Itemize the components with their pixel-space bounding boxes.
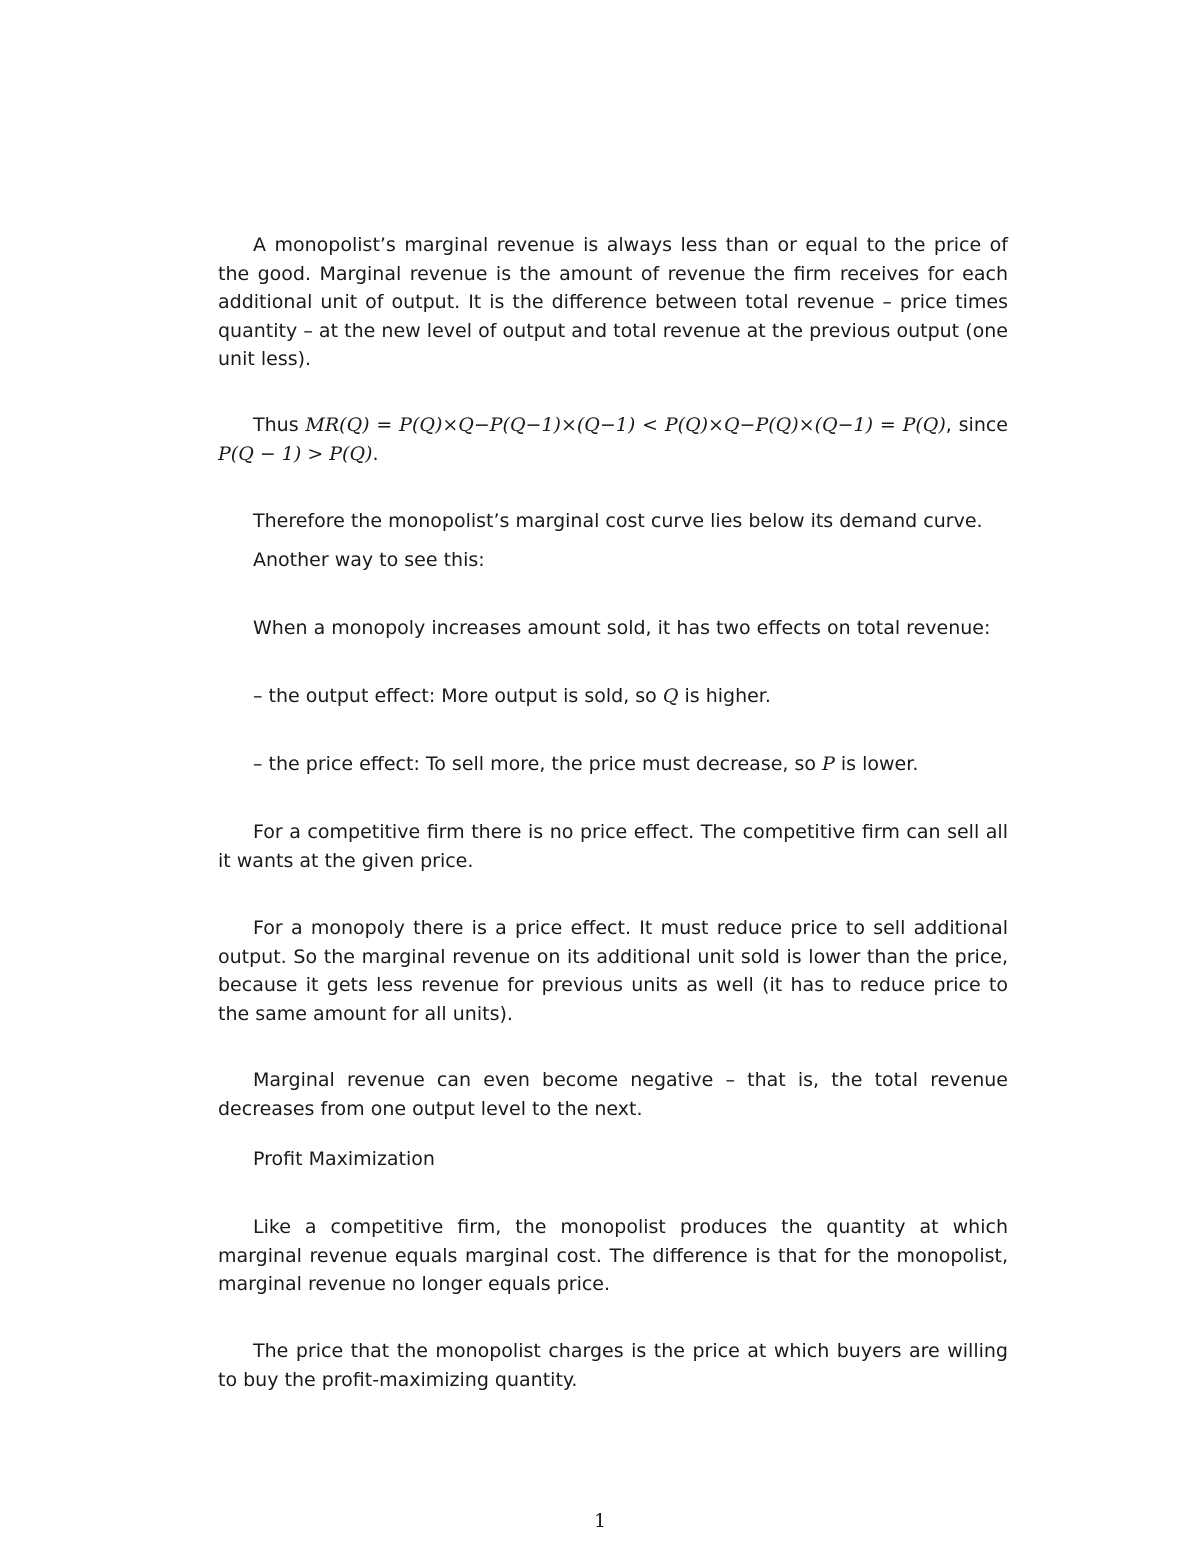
var-p: P xyxy=(822,753,835,775)
paragraph-another-way: Another way to see this: xyxy=(253,549,485,571)
paragraph-like-competitive: Like a competitive firm, the monopolist produces the quantity at which marginal revenue equals marginal cost. The difference is that for the monopolist, marginal revenue no longer equals price. xyxy=(218,1216,1008,1295)
formula-middle: , since xyxy=(945,414,1008,436)
output-effect-suffix: is higher. xyxy=(678,685,771,707)
price-inequality: P(Q − 1) > P(Q) xyxy=(218,442,373,465)
paragraph-monopoly-price-effect: For a monopoly there is a price effect. It must reduce price to sell additional output. So the marginal revenue on its additional unit sold is lower than the price, because it gets less revenue for previous units as well (it has to reduce price to the same amount for all units). xyxy=(218,917,1008,1025)
paragraph-marginal-revenue-intro: A monopolist’s marginal revenue is always less than or equal to the price of the good. Marginal revenue is the amount of revenue the firm receives for each additional unit of output. It is the difference between total revenue – price times quantity – at the new level of output and total revenue at the previous output (one unit less). xyxy=(218,234,1008,370)
paragraph-two-effects: When a monopoly increases amount sold, it has two effects on total revenue: xyxy=(253,617,991,639)
page-number: 1 xyxy=(593,1510,607,1532)
paragraph-cost-curve: Therefore the monopolist’s marginal cost curve lies below its demand curve. xyxy=(253,510,983,532)
mr-formula: MR(Q) = P(Q)×Q−P(Q−1)×(Q−1) < P(Q)×Q−P(Q)×(Q−1) = P(Q) xyxy=(305,414,946,436)
paragraph-negative-mr: Marginal revenue can even become negative – that is, the total revenue decreases from one output level to the next. xyxy=(218,1069,1008,1120)
formula-prefix: Thus xyxy=(253,414,306,436)
price-effect-suffix: is lower. xyxy=(834,753,919,775)
price-effect-text: – the price effect: To sell more, the price must decrease, so xyxy=(253,753,823,775)
output-effect-item xyxy=(253,682,771,711)
price-effect-item xyxy=(253,750,918,779)
formula-suffix: . xyxy=(372,442,379,465)
var-q: Q xyxy=(662,685,679,707)
paragraph-monopolist-price: The price that the monopolist charges is the price at which buyers are willing to buy the profit-maximizing quantity. xyxy=(218,1340,1008,1391)
section-heading-profit-maximization: Profit Maximization xyxy=(253,1148,435,1170)
paragraph-competitive-firm: For a competitive firm there is no price effect. The competitive firm can sell all it wants at the given price. xyxy=(218,821,1008,872)
paragraph-mr-formula xyxy=(218,411,1008,468)
output-effect-text: – the output effect: More output is sold, so xyxy=(253,685,663,707)
